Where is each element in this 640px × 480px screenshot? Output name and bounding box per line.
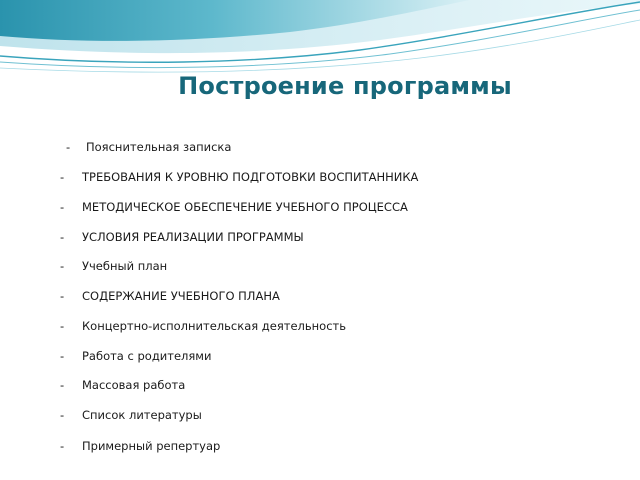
list-item-label: Примерный репертуар [82,439,221,453]
slide-title: Построение программы [178,72,512,100]
list-marker: - [60,289,65,303]
list-marker: - [60,349,65,363]
list-marker: - [60,439,65,453]
list-marker: - [60,408,65,422]
list-item-label: Работа с родителями [82,349,212,363]
list-marker: - [60,170,65,184]
list-marker: - [60,200,65,214]
list-item-label: Учебный план [82,259,168,273]
list-item-label: ТРЕБОВАНИЯ К УРОВНЮ ПОДГОТОВКИ ВОСПИТАННИКА [82,170,419,184]
list-marker: - [60,259,65,273]
list-item-label: СОДЕРЖАНИЕ УЧЕБНОГО ПЛАНА [82,289,280,303]
list-marker: - [60,230,65,244]
list-item-label: Пояснительная записка [86,140,232,154]
list-marker: - [60,319,65,333]
list-item-label: УСЛОВИЯ РЕАЛИЗАЦИИ ПРОГРАММЫ [82,230,304,244]
header-wave-decoration [0,0,640,80]
list-item-label: Массовая работа [82,378,186,392]
list-item-label: МЕТОДИЧЕСКОЕ ОБЕСПЕЧЕНИЕ УЧЕБНОГО ПРОЦЕССА [82,200,408,214]
list-marker: - [60,378,65,392]
list-marker: - [66,140,71,154]
list-item-label: Концертно-исполнительская деятельность [82,319,347,333]
list-item-label: Список литературы [82,408,202,422]
